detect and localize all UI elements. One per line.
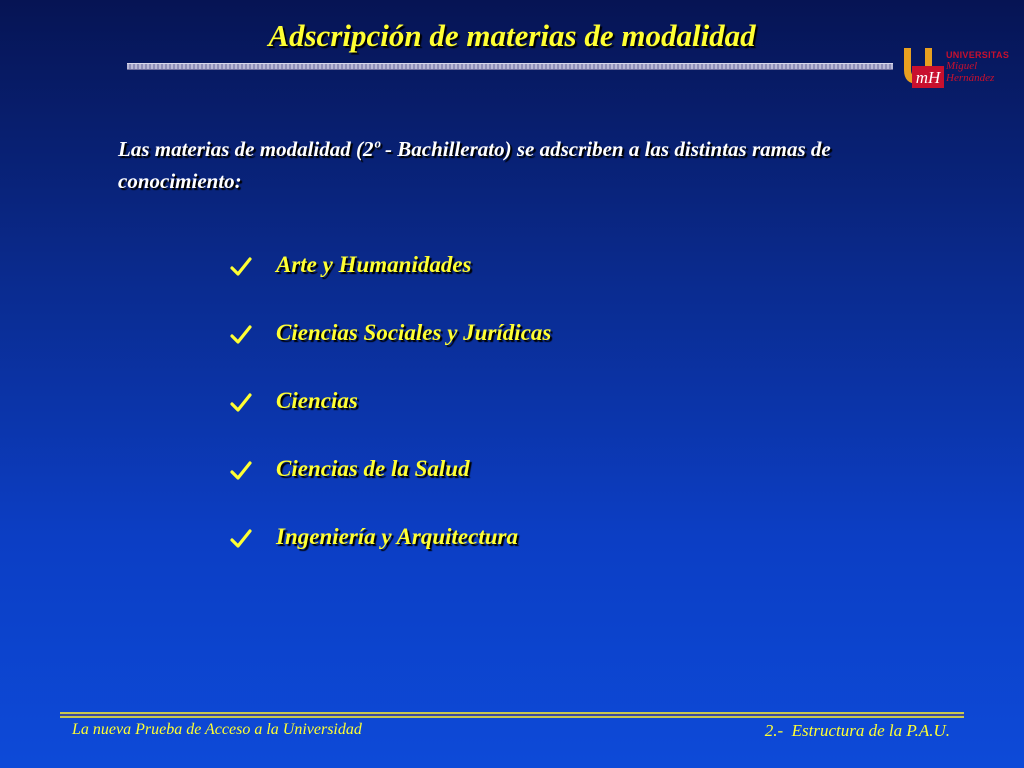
- logo-text-miguel: Miguel: [946, 60, 978, 72]
- knowledge-branches-list: [230, 252, 551, 592]
- logo-text-universitas: UNIVERSITAS: [946, 50, 1010, 60]
- university-logo: [898, 44, 1018, 92]
- branch-label: Ciencias: [276, 388, 358, 413]
- check-icon: [230, 528, 252, 550]
- footer-section-label: 2.- Estructura de la P.A.U.: [764, 721, 950, 740]
- intro-paragraph: Las materias de modalidad (2º - Bachillerato) se adscriben a las distintas ramas de conocimiento:: [118, 137, 831, 193]
- logo-emblem: [898, 44, 946, 92]
- list-item: [230, 320, 551, 388]
- check-icon: [230, 460, 252, 482]
- list-item: [230, 388, 551, 456]
- footer-course-title: La nueva Prueba de Acceso a la Universidad: [72, 721, 362, 738]
- logo-text-hernandez: Hernández: [946, 72, 995, 84]
- check-icon: [230, 256, 252, 278]
- branch-label: Arte y Humanidades: [276, 252, 472, 277]
- slide-title: Adscripción de materias de modalidad: [268, 18, 756, 53]
- footer-divider: [60, 712, 964, 718]
- list-item: [230, 252, 551, 320]
- list-item: [230, 456, 551, 524]
- check-icon: [230, 324, 252, 346]
- list-item: [230, 524, 551, 592]
- branch-label: Ciencias de la Salud: [276, 456, 470, 481]
- branch-label: Ingeniería y Arquitectura: [276, 524, 518, 549]
- check-icon: [230, 392, 252, 414]
- branch-label: Ciencias Sociales y Jurídicas: [276, 320, 552, 345]
- title-underline: [127, 63, 893, 70]
- svg-text:mH: mH: [915, 68, 941, 87]
